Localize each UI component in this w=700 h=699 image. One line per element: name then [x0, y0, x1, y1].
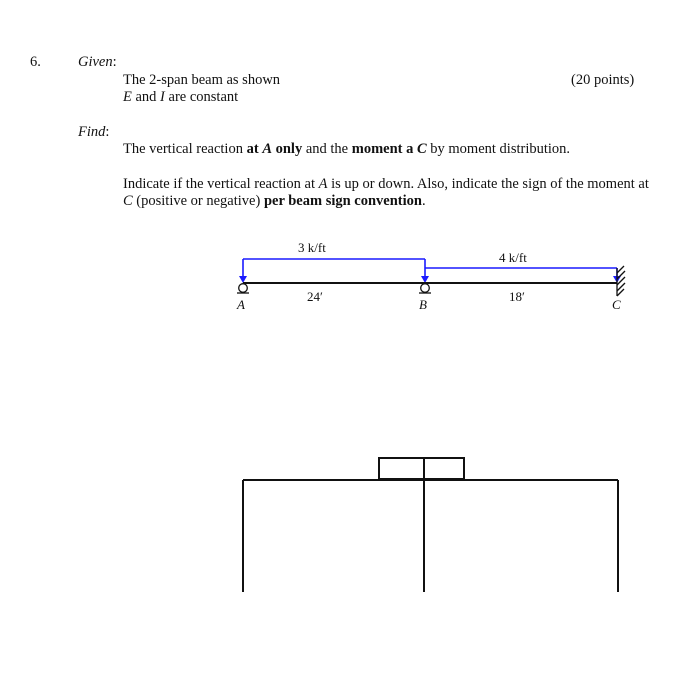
find-label: Find — [78, 124, 106, 140]
support-label-A: A — [237, 297, 245, 312]
find-p1-A: A — [262, 141, 272, 157]
frame-sketch — [243, 458, 618, 592]
find-p2-e: (positive or negative) — [132, 193, 264, 209]
arrowhead-A — [239, 276, 247, 283]
support-A-pin — [237, 284, 249, 293]
find-p2-a: Indicate if the vertical reaction at — [123, 176, 319, 192]
support-B-roller — [419, 284, 431, 293]
arrowhead-B-left — [421, 276, 429, 283]
given-colon: : — [112, 54, 117, 70]
find-p1-c: and the — [302, 141, 352, 157]
support-label-B: B — [419, 297, 427, 312]
support-C-fixed — [617, 266, 625, 296]
support-label-C: C — [612, 297, 621, 312]
find-p2-A: A — [318, 176, 328, 192]
find-p2-C: C — [123, 193, 133, 209]
find-p2-g: . — [421, 193, 426, 209]
length-label-span2: 18′ — [509, 289, 525, 304]
inertia-symbol: I — [160, 89, 165, 105]
given-line-2-and: and — [131, 89, 161, 105]
find-p1-a: The vertical reaction — [123, 141, 247, 157]
load-label-span2: 4 k/ft — [499, 250, 527, 265]
find-colon: : — [105, 124, 110, 140]
given-label: Given — [78, 54, 113, 70]
frame-top-block — [379, 458, 464, 479]
find-p1-moment: moment a — [351, 141, 417, 157]
find-p2-c: is up or down. Also, indicate the sign of the moment at — [327, 176, 649, 192]
load-label-span1: 3 k/ft — [298, 240, 326, 255]
modulus-symbol: E — [123, 89, 132, 105]
length-label-span1: 24′ — [307, 289, 323, 304]
problem-number: 6. — [30, 54, 41, 70]
find-p1-at: at — [246, 141, 263, 157]
find-p1-C: C — [416, 141, 427, 157]
given-line-1: The 2-span beam as shown — [123, 72, 281, 88]
points-label: (20 points) — [571, 72, 635, 88]
given-line-2-rest: are constant — [164, 89, 239, 105]
distributed-load-span1 — [243, 259, 425, 279]
find-p2-bold: per beam sign convention — [263, 193, 422, 209]
distributed-load-span2 — [425, 268, 617, 279]
find-p1-only: only — [271, 141, 303, 157]
find-p1-f: by moment distribution. — [426, 141, 571, 157]
